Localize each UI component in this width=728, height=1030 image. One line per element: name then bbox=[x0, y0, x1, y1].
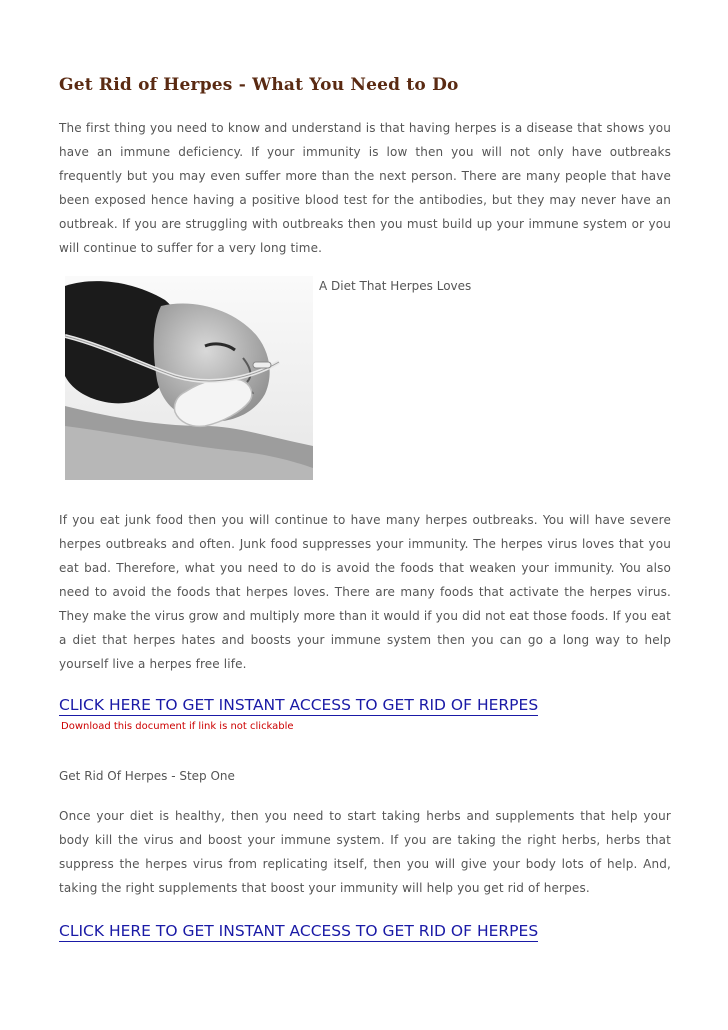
diet-paragraph: If you eat junk food then you will continue to have many herpes outbreaks. You will have severe herpes outbreaks and often. Junk food suppresses your immunity. The herpes virus loves that you eat bad. Therefore, what you need to do is avoid the foods that weaken your immunity. You also need to avoid the foods that herpes loves. There are many foods that activate the herpes virus. They make the virus grow and multiply more than it would if you did not eat those foods. If you eat a diet that herpes hates and boosts your immune system then you can go a long way to help yourself live a herpes free life. bbox=[59, 513, 671, 671]
page-title: Get Rid of Herpes - What You Need to Do bbox=[59, 75, 459, 95]
image-caption: A Diet That Herpes Loves bbox=[319, 279, 472, 293]
step-one-heading: Get Rid Of Herpes - Step One bbox=[59, 769, 235, 783]
download-note: Download this document if link is not clickable bbox=[61, 721, 294, 732]
woman-with-iv-photo bbox=[65, 276, 313, 480]
document-page bbox=[59, 72, 671, 942]
image-section bbox=[59, 276, 671, 488]
instant-access-link-bottom[interactable]: CLICK HERE TO GET INSTANT ACCESS TO GET RID OF HERPES bbox=[59, 922, 539, 940]
herbs-paragraph: Once your diet is healthy, then you need to start taking herbs and supplements that help your body kill the virus and boost your immune system. If you are taking the right herbs, herbs that suppress the herpes virus from replicating itself, then you will give your body lots of help. And, taking the right supplements that boost your immunity will help you get rid of herpes. bbox=[59, 809, 671, 895]
intro-paragraph: The first thing you need to know and understand is that having herpes is a disease that shows you have an immune deficiency. If your immunity is low then you will not only have outbreaks frequently but you may even suffer more than the next person. There are many people that have been exposed hence having a positive blood test for the antibodies, but they may never have an outbreak. If you are struggling with outbreaks then you must build up your immune system or you will continue to suffer for a very long time. bbox=[59, 121, 671, 255]
instant-access-link[interactable]: CLICK HERE TO GET INSTANT ACCESS TO GET RID OF HERPES bbox=[59, 696, 539, 714]
